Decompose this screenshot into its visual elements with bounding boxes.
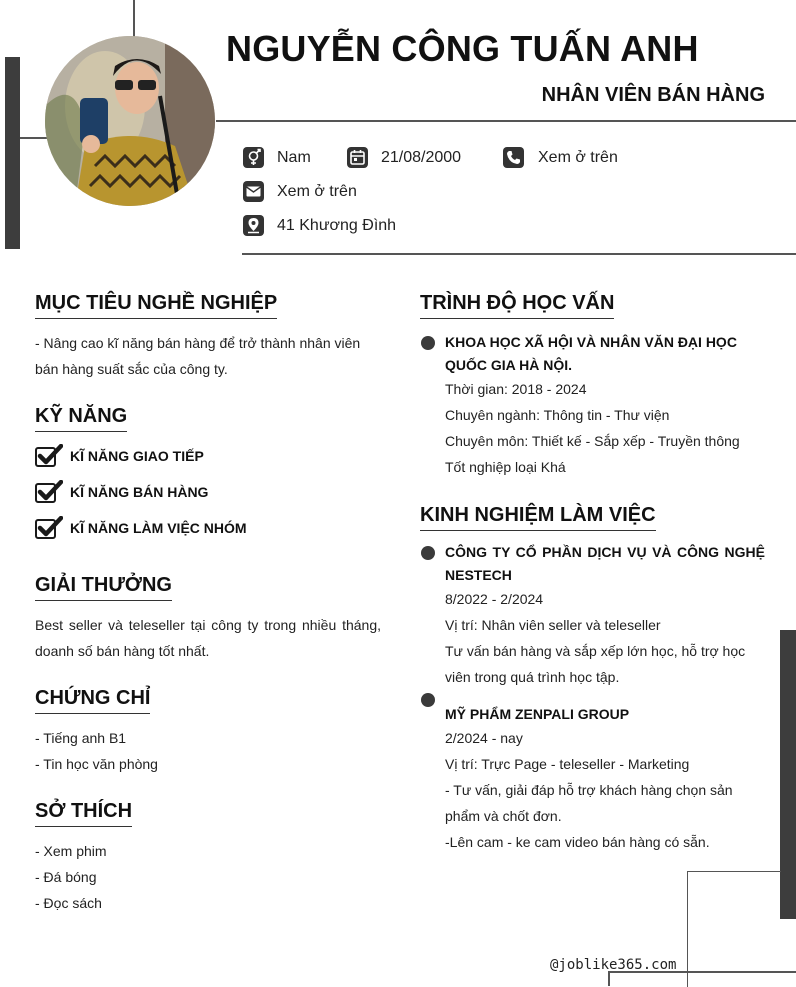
bullet-dot-icon [421, 546, 435, 560]
envelope-icon [243, 181, 264, 202]
bullet-dot-icon [421, 336, 435, 350]
address-value: 41 Khương Đình [277, 217, 397, 234]
watermark: @joblike365.com [550, 957, 677, 973]
certificate-item: - Tiếng anh B1 [35, 730, 127, 746]
skill-item: KĨ NĂNG GIAO TIẾP [70, 448, 204, 464]
experience-heading: KINH NGHIỆM LÀM VIỆC [420, 504, 656, 531]
company-name: CÔNG TY CỔ PHẦN DỊCH VỤ VÀ CÔNG NGHỆ NESTECH [445, 544, 765, 583]
right-accent-bar [780, 630, 796, 919]
hobby-item: - Đọc sách [35, 895, 102, 911]
objective-text: - Nâng cao kĩ năng bán hàng để trở thành nhân viên bán hàng suất sắc của công ty. [35, 335, 361, 377]
avatar-left-connector [20, 137, 48, 139]
job-extra: -Lên cam - ke cam video bán hàng có sẵn. [445, 834, 710, 850]
calendar-icon [347, 147, 368, 168]
top-vertical-line [133, 0, 135, 38]
job-title: NHÂN VIÊN BÁN HÀNG [541, 84, 765, 106]
checkbox-checked-icon [35, 480, 61, 504]
map-pin-icon [243, 215, 264, 236]
education-line: Chuyên ngành: Thông tin - Thư viện [445, 407, 670, 423]
phone-icon [503, 147, 524, 168]
education-line: Chuyên môn: Thiết kế - Sắp xếp - Truyền thông [445, 433, 740, 449]
education-line: Thời gian: 2018 - 2024 [445, 381, 587, 397]
checkbox-checked-icon [35, 516, 61, 540]
phone-value: Xem ở trên [538, 149, 618, 166]
footer-tick [608, 971, 610, 986]
skills-heading: KỸ NĂNG [35, 405, 127, 432]
certificate-item: - Tin học văn phòng [35, 756, 158, 772]
header-divider-line [216, 120, 796, 122]
school-name: KHOA HỌC XÃ HỘI VÀ NHÂN VĂN ĐẠI HỌC QUỐC GIA HÀ NỘI. [445, 334, 737, 373]
checkbox-checked-icon [35, 444, 61, 468]
company-name: MỸ PHẨM ZENPALI GROUP [445, 706, 630, 722]
email-value: Xem ở trên [277, 183, 357, 200]
gender-icon [243, 147, 264, 168]
gender-value: Nam [277, 149, 311, 166]
education-heading: TRÌNH ĐỘ HỌC VẤN [420, 292, 614, 319]
job-role: Vị trí: Nhân viên seller và teleseller [445, 617, 661, 633]
job-details: - Tư vấn, giải đáp hỗ trợ khách hàng chọn sản phẩm và chốt đơn. [445, 782, 733, 824]
certificates-heading: CHỨNG CHỈ [35, 687, 150, 714]
job-period: 8/2022 - 2/2024 [445, 591, 544, 607]
hobby-item: - Đá bóng [35, 869, 97, 885]
skill-item: KĨ NĂNG LÀM VIỆC NHÓM [70, 520, 247, 536]
job-role: Vị trí: Trực Page - teleseller - Marketing [445, 756, 690, 772]
skill-item: KĨ NĂNG BÁN HÀNG [70, 484, 209, 500]
left-accent-bar [5, 57, 20, 249]
awards-text: Best seller và teleseller tại công ty trong nhiều tháng, doanh số bán hàng tốt nhất. [35, 617, 381, 659]
footer-frame-box [687, 871, 781, 987]
hobby-item: - Xem phim [35, 843, 107, 859]
education-line: Tốt nghiệp loại Khá [445, 459, 566, 475]
info-bottom-line [242, 253, 796, 255]
awards-heading: GIẢI THƯỞNG [35, 574, 172, 601]
avatar [45, 36, 215, 206]
objective-heading: MỤC TIÊU NGHỀ NGHIỆP [35, 292, 277, 319]
candidate-name: NGUYỄN CÔNG TUẤN ANH [226, 28, 699, 69]
birthdate-value: 21/08/2000 [381, 149, 462, 166]
profile-photo [45, 36, 215, 206]
bullet-dot-icon [421, 693, 435, 707]
hobbies-heading: SỞ THÍCH [35, 800, 132, 827]
job-period: 2/2024 - nay [445, 730, 523, 746]
job-details: Tư vấn bán hàng và sắp xếp lớn học, hỗ trợ học viên trong quá trình học tập. [445, 643, 746, 685]
